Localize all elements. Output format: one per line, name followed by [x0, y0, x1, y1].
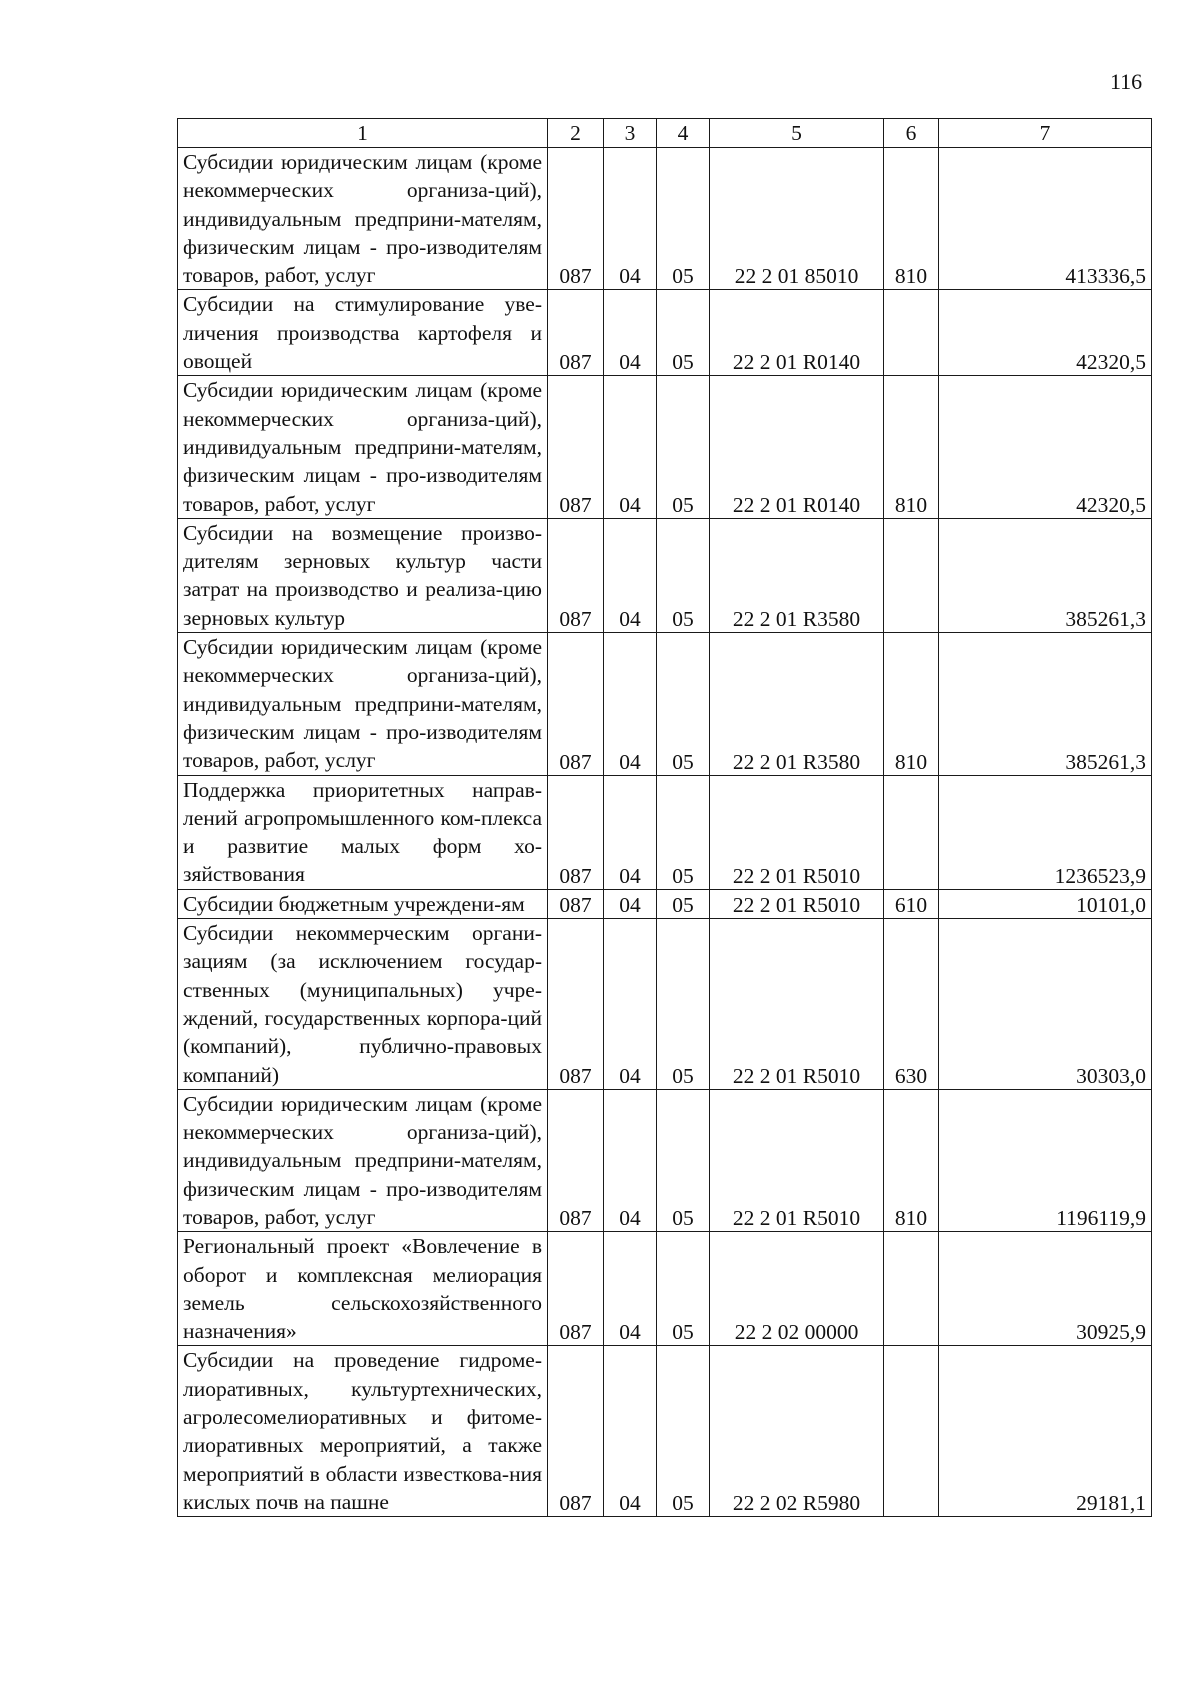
row-col-7: 1236523,9 — [939, 775, 1152, 889]
row-col-5: 22 2 01 R0140 — [710, 290, 884, 376]
table-row — [178, 148, 1152, 290]
row-col-7: 29181,1 — [939, 1346, 1152, 1517]
row-name: Субсидии юридическим лицам (кроме некоммерческих организа-ций), индивидуальным предприни-мателям, физическим лицам - про-изводителям товаров, работ, услуг — [178, 376, 548, 518]
row-col-7: 42320,5 — [939, 290, 1152, 376]
table-row — [178, 1232, 1152, 1346]
row-col-6 — [884, 1346, 939, 1517]
row-name: Субсидии на возмещение произво-дителям зерновых культур части затрат на производство и реализа-цию зерновых культур — [178, 518, 548, 632]
table-row — [178, 633, 1152, 775]
row-col-2: 087 — [548, 1089, 604, 1231]
row-name: Субсидии юридическим лицам (кроме некоммерческих организа-ций), индивидуальным предприни-мателям, физическим лицам - про-изводителям товаров, работ, услуг — [178, 148, 548, 290]
table-row — [178, 1089, 1152, 1231]
row-col-4: 05 — [657, 775, 710, 889]
page-number: 116 — [1110, 69, 1143, 94]
row-col-6 — [884, 1232, 939, 1346]
row-col-3: 04 — [604, 148, 657, 290]
row-col-2: 087 — [548, 889, 604, 918]
row-col-2: 087 — [548, 633, 604, 775]
row-col-2: 087 — [548, 518, 604, 632]
row-col-4: 05 — [657, 376, 710, 518]
row-col-6: 630 — [884, 919, 939, 1090]
column-header-3: 3 — [604, 119, 657, 148]
row-col-4: 05 — [657, 518, 710, 632]
row-col-7: 1196119,9 — [939, 1089, 1152, 1231]
row-col-5: 22 2 01 R3580 — [710, 518, 884, 632]
column-header-7: 7 — [939, 119, 1152, 148]
row-col-3: 04 — [604, 633, 657, 775]
row-col-6 — [884, 290, 939, 376]
row-name: Субсидии юридическим лицам (кроме некоммерческих организа-ций), индивидуальным предприни-мателям, физическим лицам - про-изводителям товаров, работ, услуг — [178, 633, 548, 775]
row-name: Субсидии на стимулирование уве-личения производства картофеля и овощей — [178, 290, 548, 376]
row-col-3: 04 — [604, 1089, 657, 1231]
table-header-row — [178, 119, 1152, 148]
row-col-6: 810 — [884, 148, 939, 290]
row-col-3: 04 — [604, 919, 657, 1090]
row-col-2: 087 — [548, 919, 604, 1090]
table-row — [178, 290, 1152, 376]
row-col-6 — [884, 775, 939, 889]
table-row — [178, 889, 1152, 918]
row-col-5: 22 2 01 R5010 — [710, 775, 884, 889]
row-col-7: 385261,3 — [939, 633, 1152, 775]
row-col-7: 10101,0 — [939, 889, 1152, 918]
row-col-4: 05 — [657, 1232, 710, 1346]
row-col-6: 810 — [884, 376, 939, 518]
row-col-5: 22 2 01 R5010 — [710, 889, 884, 918]
row-col-5: 22 2 02 R5980 — [710, 1346, 884, 1517]
row-col-7: 30303,0 — [939, 919, 1152, 1090]
column-header-6: 6 — [884, 119, 939, 148]
column-header-1: 1 — [178, 119, 548, 148]
row-col-5: 22 2 01 R0140 — [710, 376, 884, 518]
row-col-4: 05 — [657, 1346, 710, 1517]
row-col-3: 04 — [604, 376, 657, 518]
row-name: Субсидии на проведение гидроме-лиоративных, культуртехнических, агролесомелиоративных и фитоме-лиоративных мероприятий, а также мероприятий в области известкова-ния кислых почв на пашне — [178, 1346, 548, 1517]
row-col-4: 05 — [657, 148, 710, 290]
row-name: Поддержка приоритетных направ-лений агропромышленного ком-плекса и развитие малых форм хо-зяйствования — [178, 775, 548, 889]
row-col-6 — [884, 518, 939, 632]
column-header-4: 4 — [657, 119, 710, 148]
row-col-6: 810 — [884, 633, 939, 775]
row-col-5: 22 2 01 R5010 — [710, 919, 884, 1090]
row-col-7: 413336,5 — [939, 148, 1152, 290]
column-header-2: 2 — [548, 119, 604, 148]
row-col-4: 05 — [657, 1089, 710, 1231]
row-col-6: 810 — [884, 1089, 939, 1231]
row-col-5: 22 2 01 85010 — [710, 148, 884, 290]
table-row — [178, 376, 1152, 518]
table-row — [178, 919, 1152, 1090]
budget-table — [177, 118, 1152, 1517]
row-col-5: 22 2 02 00000 — [710, 1232, 884, 1346]
row-name: Субсидии бюджетным учреждени-ям — [178, 889, 548, 918]
row-name: Региональный проект «Вовлечение в оборот и комплексная мелиорация земель сельскохозяйственного назначения» — [178, 1232, 548, 1346]
row-col-2: 087 — [548, 1346, 604, 1517]
row-col-3: 04 — [604, 518, 657, 632]
row-name: Субсидии юридическим лицам (кроме некоммерческих организа-ций), индивидуальным предприни-мателям, физическим лицам - про-изводителям товаров, работ, услуг — [178, 1089, 548, 1231]
row-col-2: 087 — [548, 148, 604, 290]
row-col-2: 087 — [548, 376, 604, 518]
row-col-4: 05 — [657, 633, 710, 775]
row-col-7: 385261,3 — [939, 518, 1152, 632]
row-col-3: 04 — [604, 889, 657, 918]
row-col-7: 30925,9 — [939, 1232, 1152, 1346]
table-row — [178, 775, 1152, 889]
row-col-3: 04 — [604, 775, 657, 889]
row-col-2: 087 — [548, 290, 604, 376]
row-col-4: 05 — [657, 919, 710, 1090]
row-col-2: 087 — [548, 1232, 604, 1346]
row-col-3: 04 — [604, 1346, 657, 1517]
table-row — [178, 1346, 1152, 1517]
row-name: Субсидии некоммерческим органи-зациям (за исключением государ-ственных (муниципальных) учре-ждений, государственных корпора-ций (компаний), публично-правовых компаний) — [178, 919, 548, 1090]
row-col-2: 087 — [548, 775, 604, 889]
row-col-3: 04 — [604, 290, 657, 376]
table-row — [178, 518, 1152, 632]
row-col-4: 05 — [657, 889, 710, 918]
row-col-7: 42320,5 — [939, 376, 1152, 518]
row-col-4: 05 — [657, 290, 710, 376]
row-col-6: 610 — [884, 889, 939, 918]
row-col-3: 04 — [604, 1232, 657, 1346]
column-header-5: 5 — [710, 119, 884, 148]
row-col-5: 22 2 01 R5010 — [710, 1089, 884, 1231]
row-col-5: 22 2 01 R3580 — [710, 633, 884, 775]
